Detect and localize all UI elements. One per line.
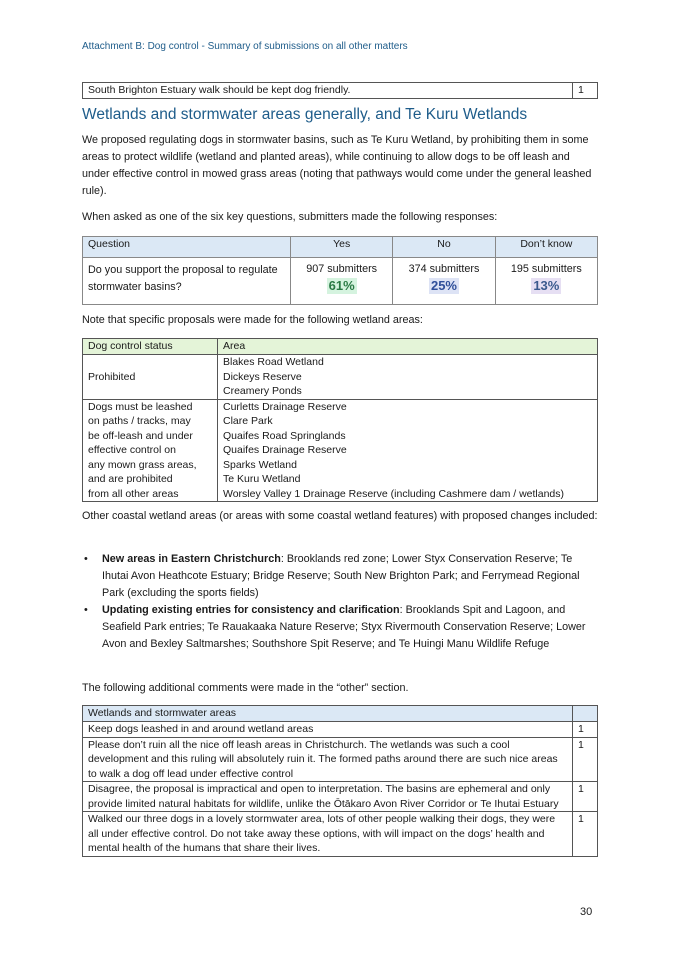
question-table [82, 236, 598, 305]
area-item: Dickeys Reserve [223, 370, 302, 383]
dont-know-percent: 13% [533, 278, 560, 293]
yes-cell [291, 258, 393, 305]
top-comment-table [82, 82, 598, 99]
area-item: Blakes Road Wetland [223, 356, 324, 368]
table-row [83, 812, 598, 857]
table-row [83, 722, 598, 738]
status-line: be off-leash and under [88, 429, 193, 442]
table-row [83, 399, 598, 502]
status-line: on paths / tracks, may [88, 415, 191, 427]
other-comments-table [82, 705, 598, 857]
area-item: Clare Park [223, 415, 273, 427]
area-item: Quaifes Road Springlands [223, 429, 346, 442]
area-list [218, 399, 598, 502]
comment-text: Walked our three dogs in a lovely stormwater area, lots of other people walking their dogs, they were all under effective control. Do not take away these options, with will impact on the dogs’ health and mental health of the humans that share their lives. [83, 812, 573, 857]
yes-count: 907 submitters [306, 263, 378, 275]
col-no: No [393, 237, 495, 258]
comment-count: 1 [573, 737, 598, 782]
status-leashed [83, 399, 218, 502]
col-yes: Yes [291, 237, 393, 258]
comment-text: South Brighton Estuary walk should be kept dog friendly. [83, 83, 573, 99]
col-dog-control-status: Dog control status [83, 339, 218, 355]
dont-know-count: 195 submitters [510, 263, 582, 275]
status-line: from all other areas [88, 487, 179, 500]
bullet-list [82, 602, 598, 653]
area-item: Quaifes Drainage Reserve [223, 444, 347, 456]
col-question: Question [83, 237, 291, 258]
page-number: 30 [580, 906, 593, 918]
dont-know-cell [495, 258, 597, 305]
page-header: Attachment B: Dog control - Summary of submissions on all other matters [82, 41, 408, 52]
list-item [82, 602, 598, 653]
table-row [83, 258, 598, 305]
comment-text: Please don’t ruin all the nice off leash areas in Christchurch. The wetlands was such a cool development and this ruling will absolutely ruin it. The formed paths around there are such nice areas to walk a dog off lead under effective control [83, 737, 573, 782]
wetland-note-paragraph: Note that specific proposals were made for the following wetland areas: [82, 314, 423, 326]
table-header-row [83, 706, 598, 722]
area-list [218, 355, 598, 400]
bullet-bold: Updating existing entries for consistency and clarification [102, 604, 400, 616]
area-item: Curletts Drainage Reserve [223, 400, 347, 413]
bullet-bold: New areas in Eastern Christchurch [102, 553, 281, 565]
comment-count: 1 [573, 812, 598, 857]
wetland-areas-table [82, 338, 598, 502]
comment-count: 1 [573, 83, 598, 99]
coastal-wetland-paragraph: Other coastal wetland areas (or areas with some coastal wetland features) with proposed changes included: [82, 510, 598, 522]
area-item: Worsley Valley 1 Drainage Reserve (including Cashmere dam / wetlands) [223, 487, 565, 500]
question-text: Do you support the proposal to regulate stormwater basins? [83, 258, 291, 305]
bullet-list [82, 551, 598, 602]
status-line: and are prohibited [88, 473, 173, 485]
other-comments-paragraph: The following additional comments were made in the “other” section. [82, 682, 409, 694]
intro-paragraph: We proposed regulating dogs in stormwater basins, such as Te Kuru Wetland, by prohibiting them in some areas to protect wildlife (wetland and planted areas), while continuing to allow dogs to be off leash and under effective control in mowed grass areas (noting that pathways would come under the general leashed rule). [82, 134, 592, 197]
yes-percent: 61% [328, 278, 355, 293]
table-header-row [83, 339, 598, 355]
area-item: Te Kuru Wetland [223, 473, 301, 485]
status-prohibited: Prohibited [83, 355, 218, 400]
table-row [83, 83, 598, 99]
bullet-text: : Brooklands red zone; Lower Styx Conservation Reserve; Te Ihutai Avon Heathcote Estuary; Bridge Reserve; South New Brighton Park; and Ferrymead Regional Park (excluding the sports fields) [102, 553, 580, 599]
no-cell [393, 258, 495, 305]
comment-text: Keep dogs leashed in and around wetland areas [83, 722, 573, 738]
comment-count: 1 [573, 782, 598, 812]
col-area: Area [218, 339, 598, 355]
comment-count: 1 [573, 722, 598, 738]
bullet-text: : Brooklands Spit and Lagoon, and Seafield Park entries; Te Rauakaaka Nature Reserve; Styx Rivermouth Conservation Reserve; Lower Avon and Bexley Saltmarshes; Southshore Spit Reserve; and Te Huingi Manu Wildlife Refuge [102, 604, 586, 650]
area-item: Creamery Ponds [223, 385, 302, 397]
table-header-row [83, 237, 598, 258]
no-count: 374 submitters [408, 263, 480, 275]
table-row [83, 737, 598, 782]
status-line: effective control on [88, 444, 176, 456]
col-dont-know: Don’t know [495, 237, 597, 258]
area-item: Sparks Wetland [223, 458, 297, 471]
col-wetlands-header: Wetlands and stormwater areas [83, 706, 573, 722]
table-row [83, 782, 598, 812]
status-line: Dogs must be leashed [88, 400, 193, 413]
comment-text: Disagree, the proposal is impractical and open to interpretation. The basins are ephemeral and only provide limited natural habitats for wildlife, unlike the Ōtākaro Avon River Corridor or Te Ihutai Estuary [83, 782, 573, 812]
list-item [82, 551, 598, 602]
col-count-header [573, 706, 598, 722]
section-heading: Wetlands and stormwater areas generally, and Te Kuru Wetlands [82, 106, 528, 123]
no-percent: 25% [430, 278, 457, 293]
table-row [83, 355, 598, 400]
status-line: any mown grass areas, [88, 458, 197, 471]
key-question-paragraph: When asked as one of the six key questions, submitters made the following responses: [82, 211, 498, 223]
